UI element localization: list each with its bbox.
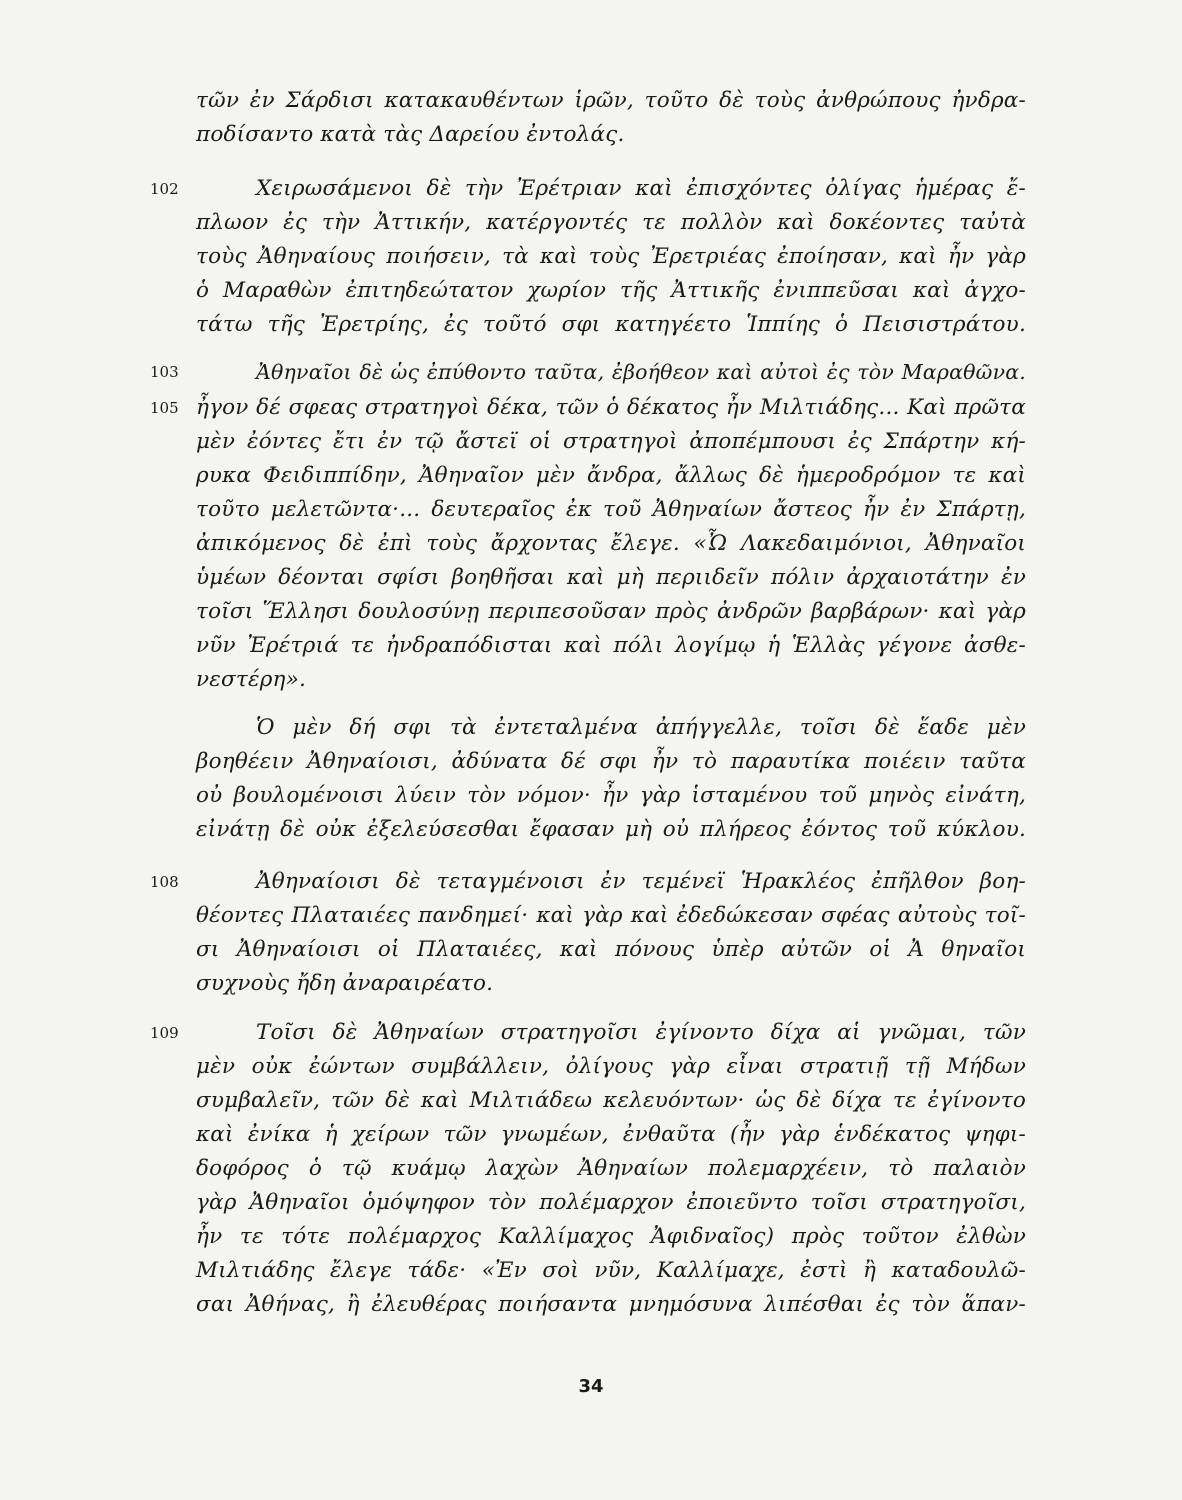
text-line: εἰνάτῃ δὲ οὐκ ἐξελεύσεσθαι ἔφασαν μὴ οὐ πλήρεος ἐόντος τοῦ κύκλου. (196, 817, 1026, 842)
text-line: Ἀθηναῖοι δὲ ὡς ἐπύθοντο ταῦτα, ἐβοήθεον καὶ αὐτοὶ ἐς τὸν Μαραθῶνα. (256, 360, 1026, 384)
text-line: Τοῖσι δὲ Ἀθηναίων στρατηγοῖσι ἐγίνοντο δίχα αἱ γνῶμαι, τῶν (256, 1020, 1026, 1045)
text-line: συμβαλεῖν, τῶν δὲ καὶ Μιλτιάδεω κελευόντων· ὡς δὲ δίχα τε ἐγίνοντο (196, 1088, 1026, 1113)
text-line: δοφόρος ὁ τῷ κυάμῳ λαχὼν Ἀθηναίων πολεμαρχέειν, τὸ παλαιὸν (196, 1156, 1026, 1181)
text-line: νεστέρη». (196, 667, 307, 692)
text-line: ἦν τε τότε πολέμαρχος Καλλίμαχος Ἀφιδναῖος) πρὸς τοῦτον ἐλθὼν (196, 1224, 1026, 1249)
text-line: ὑμέων δέονται σφίσι βοηθῆσαι καὶ μὴ περιιδεῖν πόλιν ἀρχαιοτάτην ἐν (196, 565, 1026, 590)
text-line: βοηθέειν Ἀθηναίοισι, ἀδύνατα δέ σφι ἦν τὸ παραυτίκα ποιέειν ταῦτα (196, 749, 1026, 774)
text-line: συχνοὺς ἤδη ἀναραιρέατο. (196, 971, 494, 996)
chapter-number: 102 (150, 180, 179, 198)
text-line: Χειρωσάμενοι δὲ τὴν Ἐρέτριαν καὶ ἐπισχόντες ὀλίγας ἡμέρας ἔ- (256, 176, 1026, 201)
text-line: τοῦτο μελετῶντα·... δευτεραῖος ἐκ τοῦ Ἀθηναίων ἄστεος ἦν ἐν Σπάρτῃ, (196, 497, 1026, 522)
text-line: πλωον ἐς τὴν Ἀττικήν, κατέργοντές τε πολλὸν καὶ δοκέοντες ταὐτὰ (196, 210, 1026, 235)
text-line: τοῖσι Ἕλλησι δουλοσύνῃ περιπεσοῦσαν πρὸς ἀνδρῶν βαρβάρων· καὶ γὰρ (196, 599, 1026, 624)
text-line: οὐ βουλομένοισι λύειν τὸν νόμον· ἦν γὰρ ἱσταμένου τοῦ μηνὸς εἰνάτη, (196, 783, 1026, 808)
text-line: καὶ ἐνίκα ἡ χείρων τῶν γνωμέων, ἐνθαῦτα (ἦν γὰρ ἑνδέκατος ψηφι- (196, 1122, 1026, 1147)
chapter-number: 109 (150, 1024, 179, 1042)
text-line: ρυκα Φειδιππίδην, Ἀθηναῖον μὲν ἄνδρα, ἄλλως δὲ ἡμεροδρόμον τε καὶ (196, 463, 1026, 488)
text-line: τῶν ἐν Σάρδισι κατακαυθέντων ἱρῶν, τοῦτο δὲ τοὺς ἀνθρώπους ἠνδρα- (196, 88, 1026, 113)
text-line: τάτω τῆς Ἐρετρίης, ἐς τοῦτό σφι κατηγέετο Ἱππίης ὁ Πεισιστράτου. (196, 312, 1026, 337)
text-line: τοὺς Ἀθηναίους ποιήσειν, τὰ καὶ τοὺς Ἐρετριέας ἐποίησαν, καὶ ἦν γὰρ (196, 244, 1026, 269)
page-number: 34 (578, 1376, 604, 1397)
text-line: ἀπικόμενος δὲ ἐπὶ τοὺς ἄρχοντας ἔλεγε. «Ὦ Λακεδαιμόνιοι, Ἀθηναῖοι (196, 531, 1026, 556)
text-line: ποδίσαντο κατὰ τὰς Δαρείου ἐντολάς. (196, 122, 625, 147)
text-line: σαι Ἀθήνας, ἢ ἐλευθέρας ποιήσαντα μνημόσυνα λιπέσθαι ἐς τὸν ἅπαν- (196, 1292, 1026, 1317)
text-line: Μιλτιάδης ἔλεγε τάδε· «Ἐν σοὶ νῦν, Καλλίμαχε, ἐστὶ ἢ καταδουλῶ- (196, 1258, 1026, 1283)
text-line: σι Ἀθηναίοισι οἱ Πλαταιέες, καὶ πόνους ὑπὲρ αὐτῶν οἱ Ἀ θηναῖοι (196, 937, 1026, 962)
text-line: Ἀθηναίοισι δὲ τεταγμένοισι ἐν τεμένεϊ Ἡρακλέος ἐπῆλθον βοη- (256, 869, 1026, 894)
text-line: μὲν ἐόντες ἔτι ἐν τῷ ἄστεϊ οἱ στρατηγοὶ ἀποπέμπουσι ἐς Σπάρτην κή- (196, 429, 1026, 454)
text-line: ὁ Μαραθὼν ἐπιτηδεώτατον χωρίον τῆς Ἀττικῆς ἐνιππεῦσαι καὶ ἀγχο- (196, 278, 1026, 303)
text-line: θέοντες Πλαταιέες πανδημεί· καὶ γὰρ καὶ ἐδεδώκεσαν σφέας αὐτοὺς τοῖ- (196, 903, 1026, 928)
chapter-number: 105 (150, 399, 179, 417)
text-line: νῦν Ἐρέτριά τε ἠνδραπόδισται καὶ πόλι λογίμῳ ἡ Ἑλλὰς γέγονε ἀσθε- (196, 633, 1026, 658)
chapter-number: 103 (150, 363, 179, 381)
text-line: Ὁ μὲν δή σφι τὰ ἐντεταλμένα ἀπήγγελλε, τοῖσι δὲ ἕαδε μὲν (256, 715, 1026, 740)
chapter-number: 108 (150, 873, 179, 891)
text-line: ἦγον δέ σφεας στρατηγοὶ δέκα, τῶν ὁ δέκατος ἦν Μιλτιάδης... Καὶ πρῶτα (196, 395, 1026, 420)
text-line: γὰρ Ἀθηναῖοι ὁμόψηφον τὸν πολέμαρχον ἐποιεῦντο τοῖσι στρατηγοῖσι, (196, 1190, 1026, 1215)
text-line: μὲν οὐκ ἐώντων συμβάλλειν, ὀλίγους γὰρ εἶναι στρατιῇ τῇ Μήδων (196, 1054, 1026, 1079)
